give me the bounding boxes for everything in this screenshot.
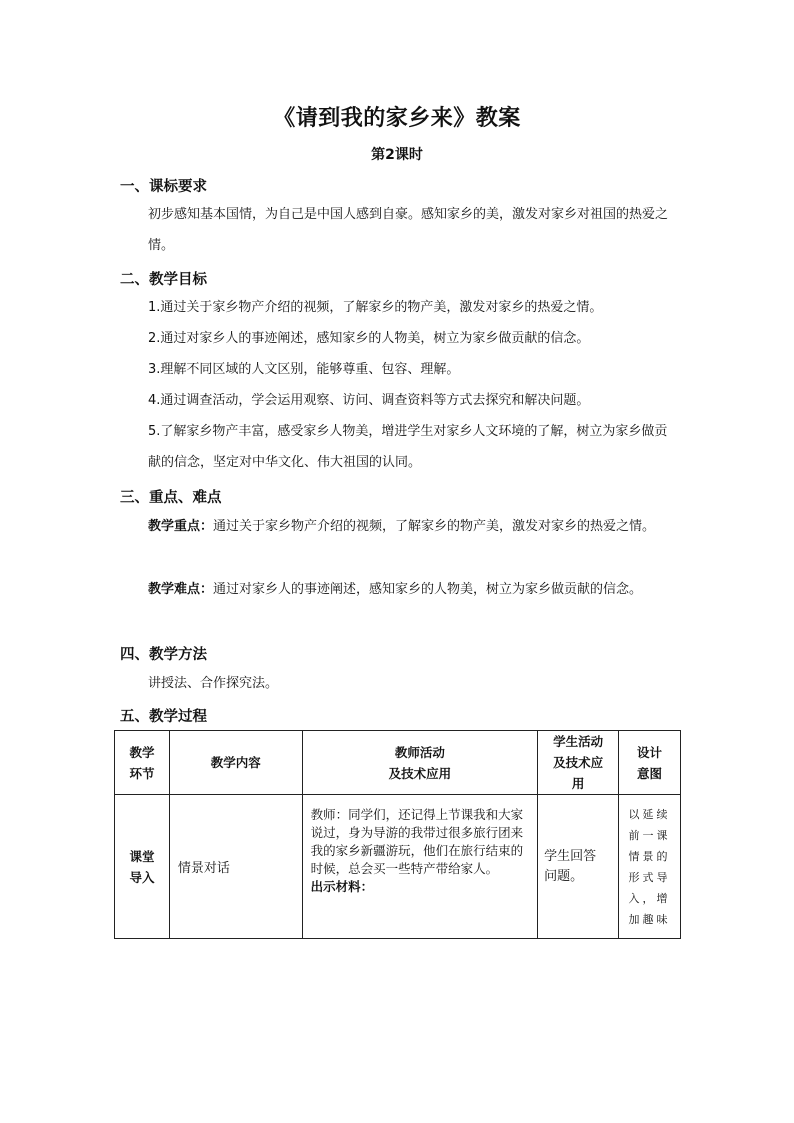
table-row	[115, 795, 681, 939]
teaching-method-text: 讲授法、合作探究法。	[148, 676, 279, 691]
teacher-label: 教师：	[310, 807, 349, 822]
objective-item: 1.通过关于家乡物产介绍的视频，了解家乡的物产美，激发对家乡的热爱之情。	[148, 300, 603, 315]
section-3-heading: 三、重点、难点	[120, 490, 222, 506]
section-3-difficulty	[120, 574, 680, 605]
section-3-key	[120, 511, 680, 542]
row-teacher-activity	[302, 795, 538, 939]
row-stage: 课堂 导入	[115, 795, 170, 939]
header-teacher-activity: 教师活动 及技术应用	[302, 731, 538, 795]
section-1-text	[120, 199, 680, 261]
header-stage: 教学 环节	[115, 731, 170, 795]
key-point-label: 教学重点：	[148, 519, 214, 534]
difficulty-label: 教学难点：	[148, 582, 214, 597]
objective-item: 3.理解不同区域的人文区别，能够尊重、包容、理解。	[148, 362, 460, 377]
key-point-text: 通过关于家乡物产介绍的视频，了解家乡的物产美，激发对家乡的热爱之情。	[213, 519, 656, 534]
row-student-activity: 学生回答 问题。	[538, 795, 619, 939]
header-content: 教学内容	[169, 731, 302, 795]
section-4-heading: 四、教学方法	[120, 647, 207, 663]
teacher-text: 同学们，还记得上节课我和大家说过，身为导游的我带过很多旅行团来我的家乡新疆游玩，他们在旅行结束的时候，总会买一些特产带给家人。	[310, 807, 524, 876]
objective-item: 4.通过调查活动，学会运用观察、访问、调查资料等方式去探究和解决问题。	[148, 393, 590, 408]
table-header-row	[115, 731, 681, 795]
section-2-heading: 二、教学目标	[120, 272, 207, 288]
material-label: 出示材料：	[310, 879, 374, 894]
row-design-intent: 以延续 前一课 情景的 形式导 入，增 加趣味	[619, 795, 681, 939]
difficulty-text: 通过对家乡人的事迹阐述，感知家乡的人物美，树立为家乡做贡献的信念。	[213, 582, 643, 597]
section-1-heading: 一、课标要求	[120, 179, 207, 195]
header-design-intent: 设计 意图	[619, 731, 681, 795]
section-4-text	[120, 668, 680, 699]
curriculum-requirement-paragraph: 初步感知基本国情，为自己是中国人感到自豪。感知家乡的美，激发对家乡对祖国的热爱之情。	[148, 207, 669, 253]
objective-item: 5.了解家乡物产丰富，感受家乡人物美，增进学生对家乡人文环境的了解，树立为家乡做贡献的信念，坚定对中华文化、伟大祖国的认同。	[148, 424, 668, 470]
document-title: 《请到我的家乡来》教案	[273, 106, 521, 131]
section-5-heading: 五、教学过程	[120, 709, 207, 725]
objective-item: 2.通过对家乡人的事迹阐述，感知家乡的人物美，树立为家乡做贡献的信念。	[148, 331, 590, 346]
document-subtitle: 第2课时	[371, 147, 423, 163]
row-content: 情景对话	[169, 795, 302, 939]
header-student-activity: 学生活动 及技术应 用	[538, 731, 619, 795]
teaching-process-table	[114, 730, 681, 939]
section-2-list	[120, 292, 680, 478]
